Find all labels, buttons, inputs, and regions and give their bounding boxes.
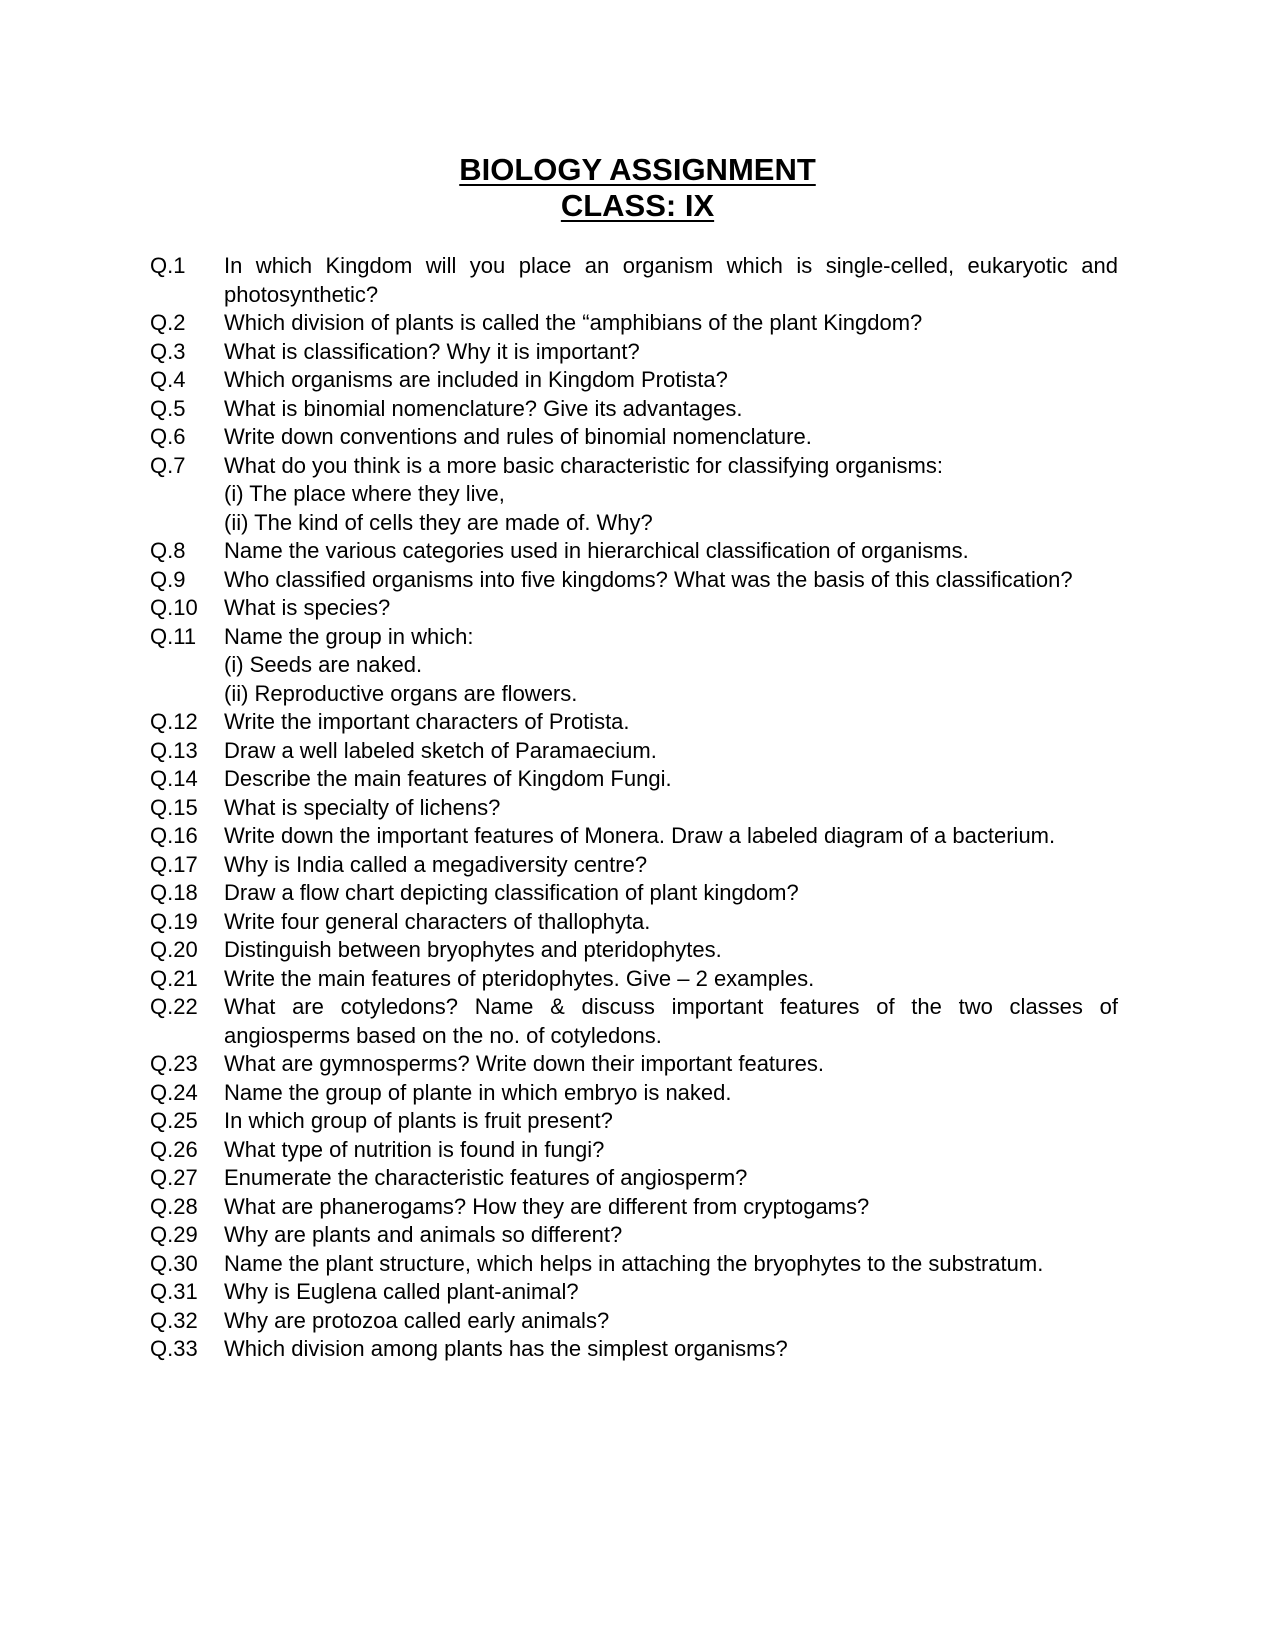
- question-item: [150, 1050, 1118, 1079]
- question-item: [150, 309, 1118, 338]
- question-item: [150, 794, 1118, 823]
- question-text: Write down conventions and rules of binomial nomenclature.: [224, 424, 812, 449]
- question-body: [224, 1278, 1118, 1307]
- question-item: [150, 737, 1118, 766]
- question-item: [150, 879, 1118, 908]
- question-number: Q.6: [150, 424, 186, 449]
- question-text: Name the group of plante in which embryo is naked.: [224, 1079, 732, 1105]
- question-number: Q.1: [150, 253, 186, 278]
- question-number: Q.27: [150, 1165, 198, 1190]
- question-body: [224, 366, 1118, 395]
- question-text: Which organisms are included in Kingdom Protista?: [224, 367, 728, 392]
- question-body: [224, 1136, 1118, 1165]
- question-number: Q.32: [150, 1307, 198, 1333]
- question-body: [224, 879, 1118, 908]
- question-body: [224, 908, 1118, 937]
- question-number: Q.29: [150, 1222, 198, 1247]
- question-number: Q.12: [150, 709, 198, 734]
- question-body: [224, 594, 1118, 623]
- question-item: [150, 252, 1118, 309]
- question-number: Q.25: [150, 1108, 198, 1133]
- question-text: In which group of plants is fruit present?: [224, 1108, 613, 1133]
- question-body: [224, 566, 1118, 595]
- question-text: Draw a well labeled sketch of Paramaecium.: [224, 737, 657, 763]
- question-number: Q.10: [150, 595, 198, 620]
- question-text: Who classified organisms into five kingdoms? What was the basis of this classification?: [224, 566, 1073, 592]
- question-item: [150, 537, 1118, 566]
- question-number: Q.7: [150, 452, 186, 478]
- question-item: [150, 936, 1118, 965]
- question-body: [224, 765, 1118, 794]
- question-item: [150, 993, 1118, 1050]
- question-text: Which division among plants has the simplest organisms?: [224, 1336, 788, 1361]
- question-item: [150, 822, 1118, 851]
- question-number: Q.31: [150, 1279, 198, 1304]
- question-subpart: (i) Seeds are naked.: [224, 652, 423, 677]
- question-item: [150, 1136, 1118, 1165]
- question-body: [224, 993, 1118, 1050]
- question-text: Write down the important features of Monera. Draw a labeled diagram of a bacterium.: [224, 823, 1056, 848]
- question-text: Write four general characters of thallophyta.: [224, 908, 651, 934]
- question-text: Enumerate the characteristic features of angiosperm?: [224, 1165, 748, 1190]
- question-text: Name the group in which:: [224, 623, 474, 649]
- question-text: Why are plants and animals so different?: [224, 1222, 623, 1247]
- question-item: [150, 623, 1118, 709]
- question-number: Q.5: [150, 395, 186, 421]
- question-subpart: (i) The place where they live,: [224, 481, 505, 506]
- question-text: What is species?: [224, 595, 391, 620]
- question-number: Q.19: [150, 908, 198, 934]
- question-text: Why are protozoa called early animals?: [224, 1307, 610, 1333]
- question-item: [150, 338, 1118, 367]
- question-body: [224, 1307, 1118, 1336]
- question-number: Q.8: [150, 538, 186, 563]
- question-number: Q.33: [150, 1336, 198, 1361]
- question-body: [224, 851, 1118, 880]
- question-item: [150, 566, 1118, 595]
- question-item: [150, 1193, 1118, 1222]
- question-number: Q.21: [150, 965, 198, 991]
- question-text: What is binomial nomenclature? Give its advantages.: [224, 395, 743, 421]
- question-body: [224, 794, 1118, 823]
- question-number: Q.28: [150, 1193, 198, 1219]
- question-body: [224, 252, 1118, 309]
- question-body: [224, 1193, 1118, 1222]
- question-body: [224, 423, 1118, 452]
- question-body: [224, 537, 1118, 566]
- question-text: What are phanerogams? How they are different from cryptogams?: [224, 1193, 870, 1219]
- question-item: [150, 1307, 1118, 1336]
- question-body: [224, 338, 1118, 367]
- question-subpart: (ii) The kind of cells they are made of. Why?: [224, 509, 653, 535]
- question-number: Q.15: [150, 794, 198, 820]
- question-item: [150, 1250, 1118, 1279]
- question-text: Name the plant structure, which helps in attaching the bryophytes to the substratum.: [224, 1250, 1044, 1276]
- question-text: What type of nutrition is found in fungi?: [224, 1136, 605, 1162]
- question-body: [224, 1221, 1118, 1250]
- question-text: What are gymnosperms? Write down their important features.: [224, 1051, 824, 1076]
- question-body: [224, 309, 1118, 338]
- question-body: [224, 737, 1118, 766]
- question-number: Q.26: [150, 1136, 198, 1162]
- question-body: [224, 965, 1118, 994]
- question-item: [150, 594, 1118, 623]
- question-number: Q.23: [150, 1051, 198, 1076]
- question-item: [150, 395, 1118, 424]
- question-item: [150, 965, 1118, 994]
- question-body: [224, 452, 1118, 538]
- question-body: [224, 1164, 1118, 1193]
- class-heading: CLASS: IX: [560, 188, 715, 223]
- question-item: [150, 1335, 1118, 1364]
- question-subpart: (ii) Reproductive organs are flowers.: [224, 680, 578, 706]
- question-item: [150, 1221, 1118, 1250]
- question-item: [150, 1107, 1118, 1136]
- question-number: Q.4: [150, 367, 186, 392]
- question-list: [150, 252, 1118, 1364]
- question-body: [224, 1079, 1118, 1108]
- question-text: Draw a flow chart depicting classification of plant kingdom?: [224, 880, 799, 905]
- question-text: What do you think is a more basic characteristic for classifying organisms:: [224, 452, 943, 478]
- question-item: [150, 423, 1118, 452]
- question-text: Describe the main features of Kingdom Fungi.: [224, 766, 672, 791]
- question-number: Q.18: [150, 880, 198, 905]
- question-item: [150, 1278, 1118, 1307]
- question-text: What are cotyledons? Name & discuss important features of the two classes of angiosperms based on the no. of cotyledons.: [224, 994, 1118, 1048]
- question-text: Distinguish between bryophytes and pteridophytes.: [224, 937, 722, 962]
- question-number: Q.22: [150, 994, 198, 1019]
- question-body: [224, 1335, 1118, 1364]
- question-body: [224, 936, 1118, 965]
- question-text: Why is India called a megadiversity centre?: [224, 851, 648, 877]
- question-number: Q.14: [150, 766, 198, 791]
- question-text: Which division of plants is called the “amphibians of the plant Kingdom?: [224, 310, 923, 335]
- question-body: [224, 708, 1118, 737]
- question-item: [150, 366, 1118, 395]
- question-text: Name the various categories used in hierarchical classification of organisms.: [224, 538, 969, 563]
- question-item: [150, 908, 1118, 937]
- question-number: Q.11: [150, 623, 197, 649]
- question-number: Q.17: [150, 851, 198, 877]
- question-item: [150, 1079, 1118, 1108]
- question-item: [150, 452, 1118, 538]
- question-text: Why is Euglena called plant-animal?: [224, 1279, 579, 1304]
- question-body: [224, 1050, 1118, 1079]
- question-item: [150, 708, 1118, 737]
- question-body: [224, 822, 1118, 851]
- question-text: Write the important characters of Protista.: [224, 709, 630, 734]
- question-number: Q.16: [150, 823, 198, 848]
- question-body: [224, 623, 1118, 709]
- question-number: Q.9: [150, 566, 186, 592]
- question-number: Q.2: [150, 310, 186, 335]
- question-text: What is specialty of lichens?: [224, 794, 501, 820]
- question-body: [224, 1107, 1118, 1136]
- page-title: BIOLOGY ASSIGNMENT: [459, 152, 816, 187]
- question-text: In which Kingdom will you place an organism which is single-celled, eukaryotic and photosynthetic?: [224, 253, 1118, 307]
- question-item: [150, 1164, 1118, 1193]
- question-text: Write the main features of pteridophytes. Give – 2 examples.: [224, 965, 815, 991]
- question-text: What is classification? Why it is important?: [224, 338, 640, 364]
- question-number: Q.24: [150, 1079, 198, 1105]
- question-item: [150, 765, 1118, 794]
- question-item: [150, 851, 1118, 880]
- question-number: Q.13: [150, 737, 198, 763]
- question-body: [224, 395, 1118, 424]
- question-number: Q.3: [150, 338, 186, 364]
- question-number: Q.20: [150, 937, 198, 962]
- question-number: Q.30: [150, 1250, 198, 1276]
- question-body: [224, 1250, 1118, 1279]
